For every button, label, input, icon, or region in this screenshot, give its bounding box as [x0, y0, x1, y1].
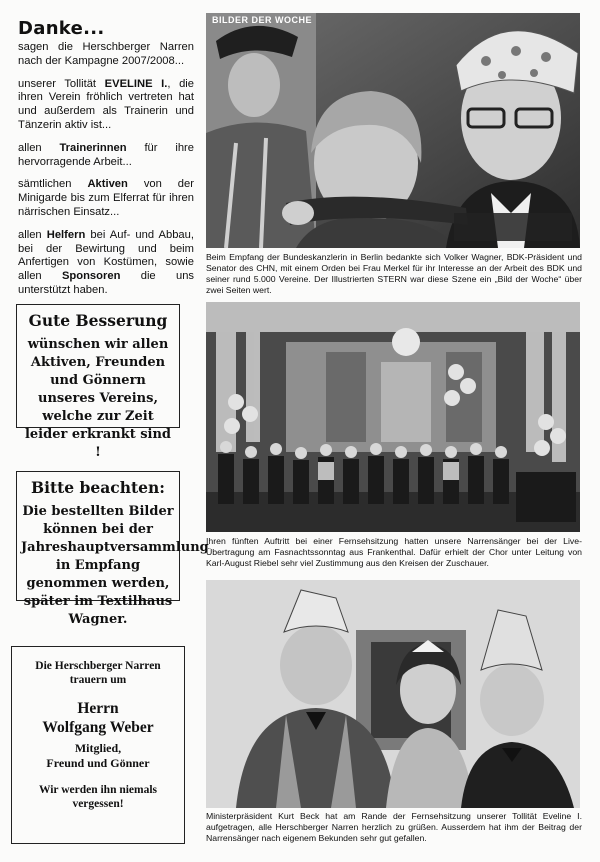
- caption-ministerpraesident: Ministerpräsident Kurt Beck hat am Rande der Fernsehsitzung unserer Tollität Eveline I. aufgetragen, alle Herschberger Narren herzlich zu grüßen. Ausserdem hat ihm der Beitrag der Narrensänger nach eigenem Bekunden sehr gut gefallen.: [206, 811, 582, 843]
- bitte-beachten-box: [16, 471, 209, 627]
- trauer-final: Wir werden ihn niemals vergessen!: [38, 784, 158, 810]
- photo-bundeskanzlerin: [206, 13, 580, 248]
- photo-ministerpraesident: [206, 580, 580, 808]
- danke-helfer: allen Helfern bei Auf- und Abbau, bei der Bewirtung und beim Anfertigen von Kostümen, sowie allen Sponsoren die uns unterstützt haben.: [18, 228, 195, 296]
- caption-bundeskanzlerin: Beim Empfang der Bundeskanzlerin in Berlin bedankte sich Volker Wagner, BDK-Präsident und Senator des CHN, mit einem Orden bei Frau Merkel für ihr Interesse an der Arbeit des BDK und seiner rund 5.000 Vereine. Der Illustrierten STERN war diese Szene ein „Bild der Woche“ über zwei Seiten wert.: [206, 252, 582, 295]
- trauer-line2: trauern um: [69, 674, 127, 686]
- danke-section: [18, 18, 194, 307]
- gute-besserung-title: Gute Besserung: [28, 311, 168, 330]
- danke-tollitaet: unserer Tollität EVELINE I., die ihren Verein fröhlich vertreten hat und außerdem als Trainerin und Tänzerin aktiv ist...: [18, 77, 195, 131]
- danke-trainerinnen: allen Trainerinnen für ihre hervorragende Arbeit...: [18, 141, 194, 168]
- danke-intro: sagen die Herschberger Narren nach der Kampagne 2007/2008...: [18, 41, 194, 67]
- trauer-role2: Freund und Gönner: [46, 756, 150, 770]
- gute-besserung-text: wünschen wir allen Aktiven, Freunden und Gönnern unseres Vereins, welche zur Zeit leider erkrankt sind !: [24, 337, 172, 460]
- danke-title: Danke...: [18, 18, 105, 39]
- trauer-name: Herrn Wolfgang Weber: [42, 700, 154, 736]
- caption-fernsehsitzung: Ihren fünften Auftritt bei einer Fernsehsitzung hatten unsere Narrensänger bei der Live-Übertragung am Fasnachtssonntag aus Frankenthal. Dafür erhielt der Chor unter Leitung von Karl-August Riebel sehr viel Zustimmung aus den Kreisen der Zuschauer.: [206, 536, 582, 568]
- trauer-role1: Mitglied,: [74, 741, 122, 755]
- bilder-der-woche-label: BILDER DER WOCHE: [212, 15, 312, 25]
- bitte-beachten-text: Die bestellten Bilder können bei der Jahreshauptversammlung in Empfang genommen werden, später im Textilhaus Wagner.: [21, 504, 209, 627]
- photo-fernsehsitzung-buehne: [206, 302, 580, 532]
- danke-aktive: sämtlichen Aktiven von der Minigarde bis zum Elferrat für ihren närrischen Einsatz...: [18, 178, 194, 218]
- trauer-box: [11, 646, 185, 844]
- bitte-beachten-title: Bitte beachten:: [30, 478, 166, 497]
- trauer-line1: Die Herschberger Narren: [35, 660, 161, 672]
- gute-besserung-box: [16, 304, 180, 460]
